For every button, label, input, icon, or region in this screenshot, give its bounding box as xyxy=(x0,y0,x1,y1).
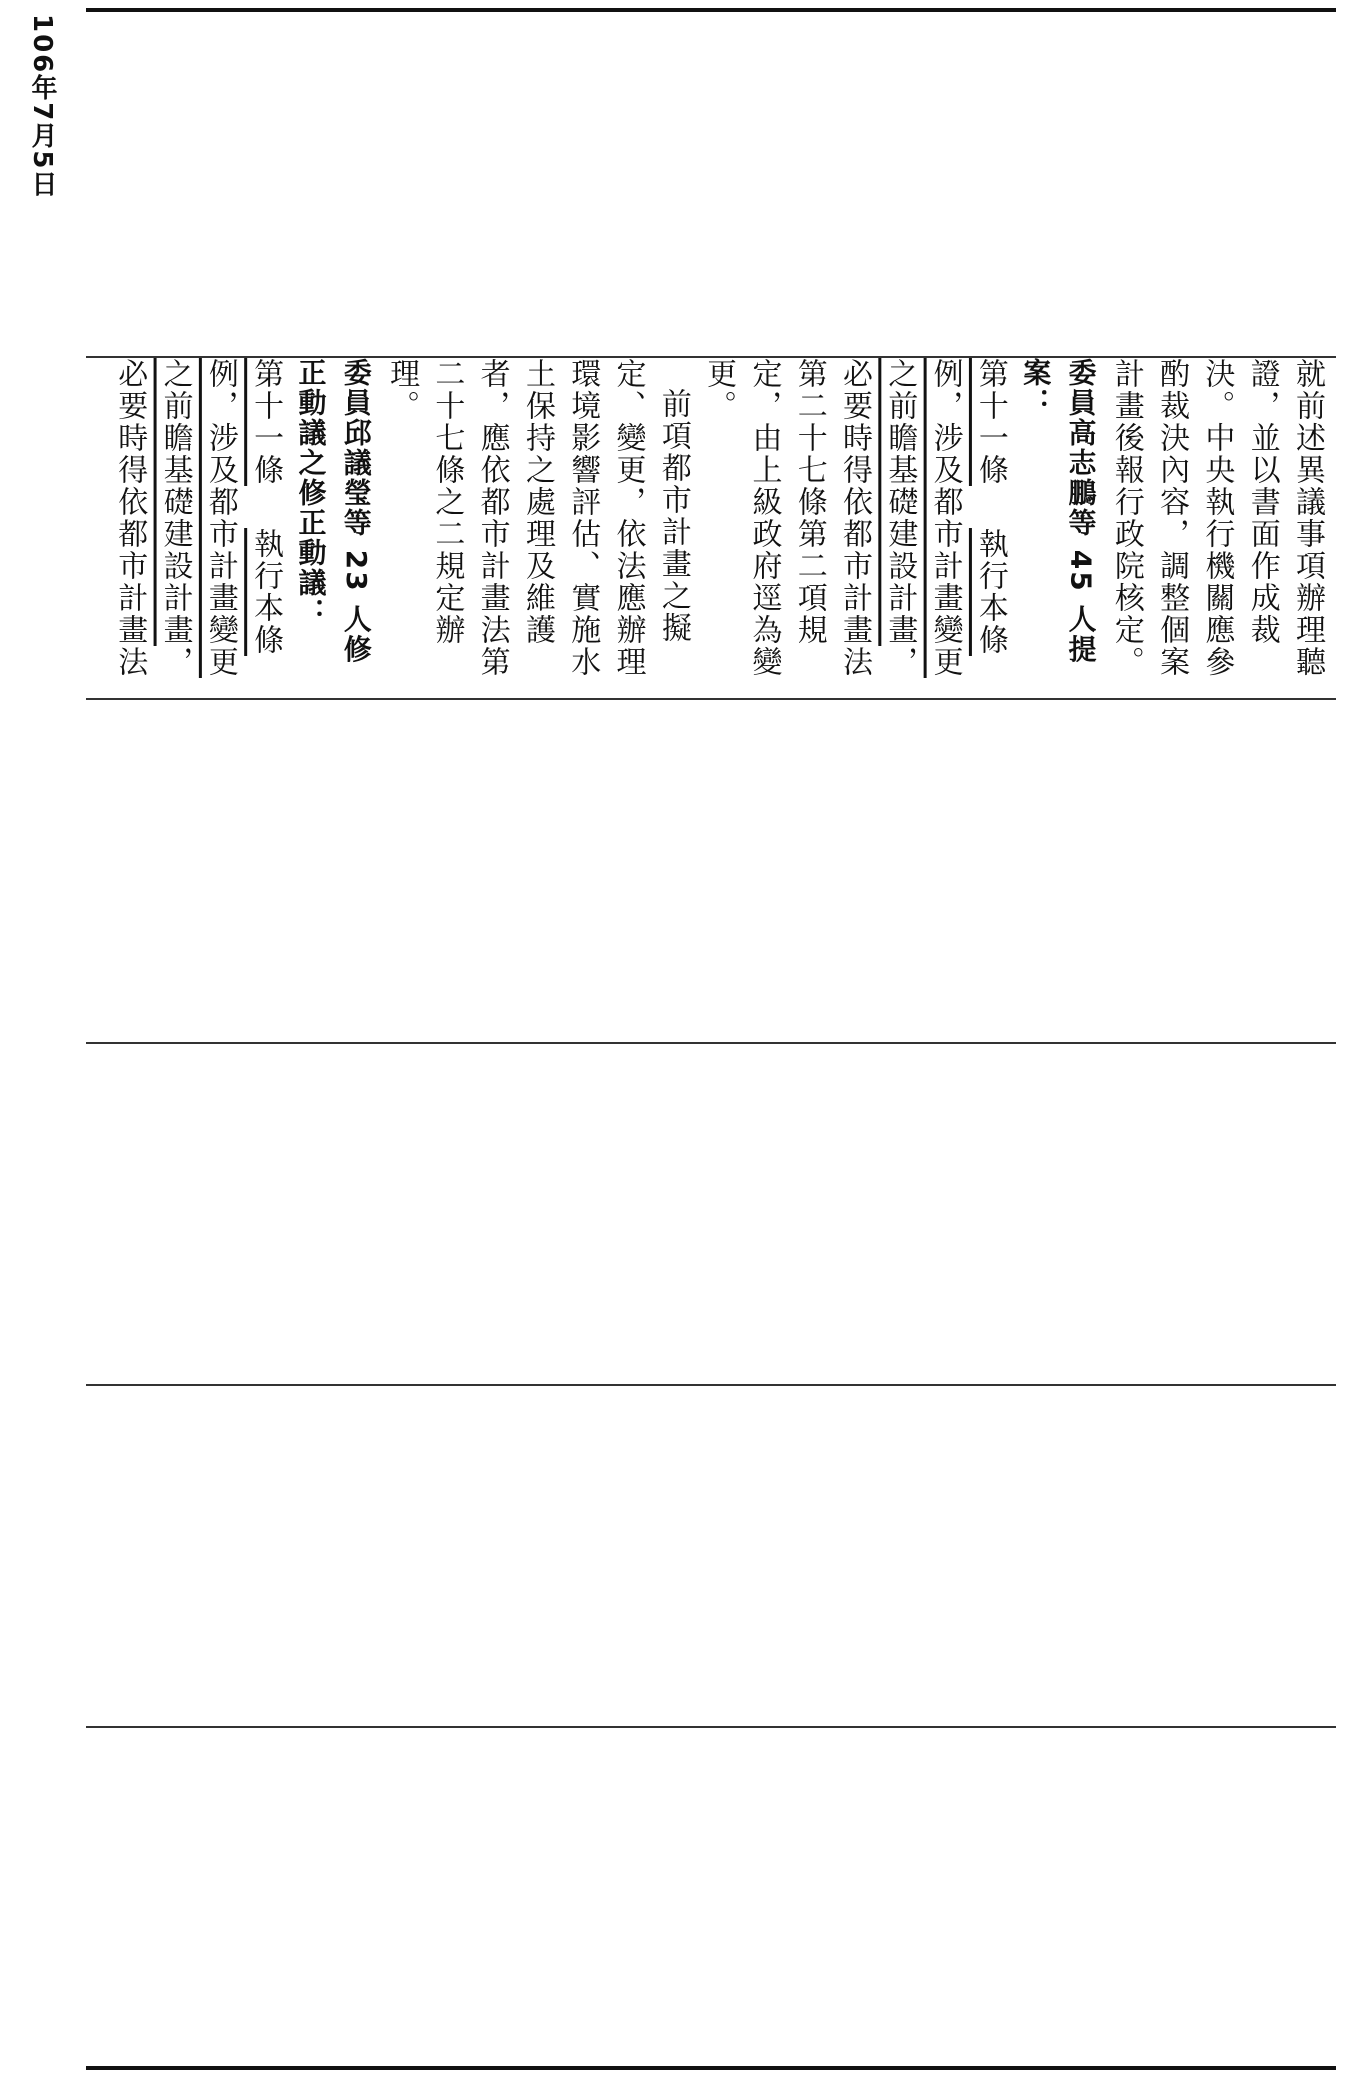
row-divider-4 xyxy=(86,1384,1336,1386)
article-underlined: ，涉及都市計畫變更之前瞻基礎建設計畫 xyxy=(882,358,963,678)
article-11-chiu xyxy=(107,358,288,688)
article-tail: ，必要時得依都市計畫法 xyxy=(112,358,193,678)
article-lead: 執行本條例 xyxy=(927,358,1008,656)
proposal-heading-chiu: 委員邱議瑩等 23 人修正動議之修正動議： xyxy=(294,358,373,665)
proposal-heading-kao: 委員高志鵬等 45 人提案： xyxy=(1019,358,1098,665)
article-tail: ，必要時得依都市計畫法第二十七條第二項規定，由上級政府逕為變更。 xyxy=(701,358,918,678)
row-divider-5 xyxy=(86,1726,1336,1728)
top-rule xyxy=(86,8,1336,12)
article-label: 第十一條 xyxy=(248,358,284,486)
paragraph-eia: 前項都市計畫之擬定、變更，依法應辦理環境影響評估、實施水土保持之處理及維護者，應依都市計畫法第二十七條之二規定辦理。 xyxy=(384,358,691,678)
article-label: 第十一條 xyxy=(972,358,1008,486)
article-underlined: ，涉及都市計畫變更之前瞻基礎建設計畫 xyxy=(157,358,238,678)
article-lead: 執行本條例 xyxy=(202,358,284,656)
text-block xyxy=(96,358,1330,688)
page-date: 106年7月5日 xyxy=(27,14,57,199)
article-11-kao xyxy=(696,358,1013,688)
row-divider-2 xyxy=(86,698,1336,700)
bottom-rule xyxy=(86,2066,1336,2070)
paragraph-hearing: 就前述異議事項辦理聽證，並以書面作成裁決。中央執行機關應參酌裁決內容，調整個案計畫後報行政院核定。 xyxy=(1108,358,1325,678)
row-divider-3 xyxy=(86,1042,1336,1044)
